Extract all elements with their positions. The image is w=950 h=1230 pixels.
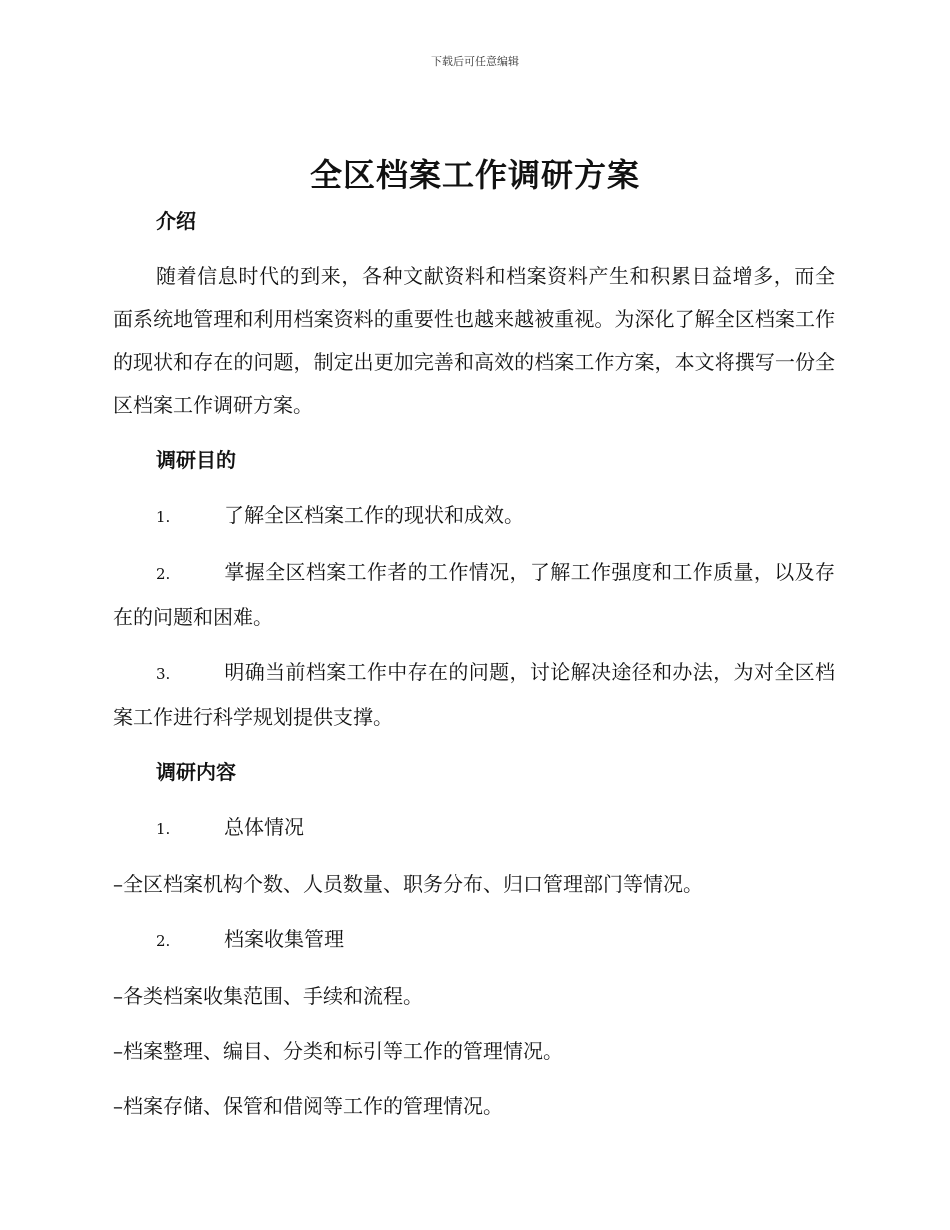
item-text: 档案收集管理 xyxy=(224,927,344,951)
detail-line: –各类档案收集范围、手续和流程。 xyxy=(113,984,423,1008)
item-number: 1. xyxy=(156,820,171,838)
item-text: 掌握全区档案工作者的工作情况，了解工作强度和工作质量，以及存在的问题和困难。 xyxy=(113,560,835,629)
item-number: 1. xyxy=(156,508,171,526)
item-text: 明确当前档案工作中存在的问题，讨论解决途径和办法，为对全区档案工作进行科学规划提供支撑。 xyxy=(113,660,835,729)
page-header: 下载后可任意编辑 xyxy=(431,55,519,68)
spacer xyxy=(113,906,835,918)
spacer xyxy=(113,1018,835,1030)
purpose-item-2 xyxy=(113,551,835,639)
spacer xyxy=(113,851,835,863)
spacer xyxy=(113,243,835,255)
detail-line: –全区档案机构个数、人员数量、职务分布、归口管理部门等情况。 xyxy=(113,872,703,896)
section-heading-content: 调研内容 xyxy=(156,760,236,784)
content-item-2 xyxy=(113,918,835,963)
section-heading-purpose: 调研目的 xyxy=(156,448,236,472)
item-text: 总体情况 xyxy=(224,815,304,839)
item-text: 了解全区档案工作的现状和成效。 xyxy=(224,503,524,527)
purpose-item-3 xyxy=(113,651,835,739)
content-item-1 xyxy=(113,806,835,851)
document-title: 全区档案工作调研方案 xyxy=(309,156,640,194)
spacer xyxy=(113,427,835,439)
item-number: 2. xyxy=(156,565,171,583)
item-number: 3. xyxy=(156,665,171,683)
spacer xyxy=(113,539,835,551)
spacer xyxy=(113,482,835,494)
spacer xyxy=(113,1073,835,1085)
intro-paragraph: 随着信息时代的到来，各种文献资料和档案资料产生和积累日益增多，而全面系统地管理和利用档案资料的重要性也越来越被重视。为深化了解全区档案工作的现状和存在的问题，制定出更加完善和高效的档案工作方案，本文将撰写一份全区档案工作调研方案。 xyxy=(113,264,835,417)
purpose-item-1 xyxy=(113,494,835,539)
section-heading-intro: 介绍 xyxy=(156,209,196,233)
spacer xyxy=(113,794,835,806)
document-body xyxy=(113,200,835,1128)
detail-line: –档案整理、编目、分类和标引等工作的管理情况。 xyxy=(113,1039,563,1063)
item-number: 2. xyxy=(156,932,171,950)
detail-line: –档案存储、保管和借阅等工作的管理情况。 xyxy=(113,1094,503,1118)
spacer xyxy=(113,963,835,975)
spacer xyxy=(113,639,835,651)
spacer xyxy=(113,739,835,751)
